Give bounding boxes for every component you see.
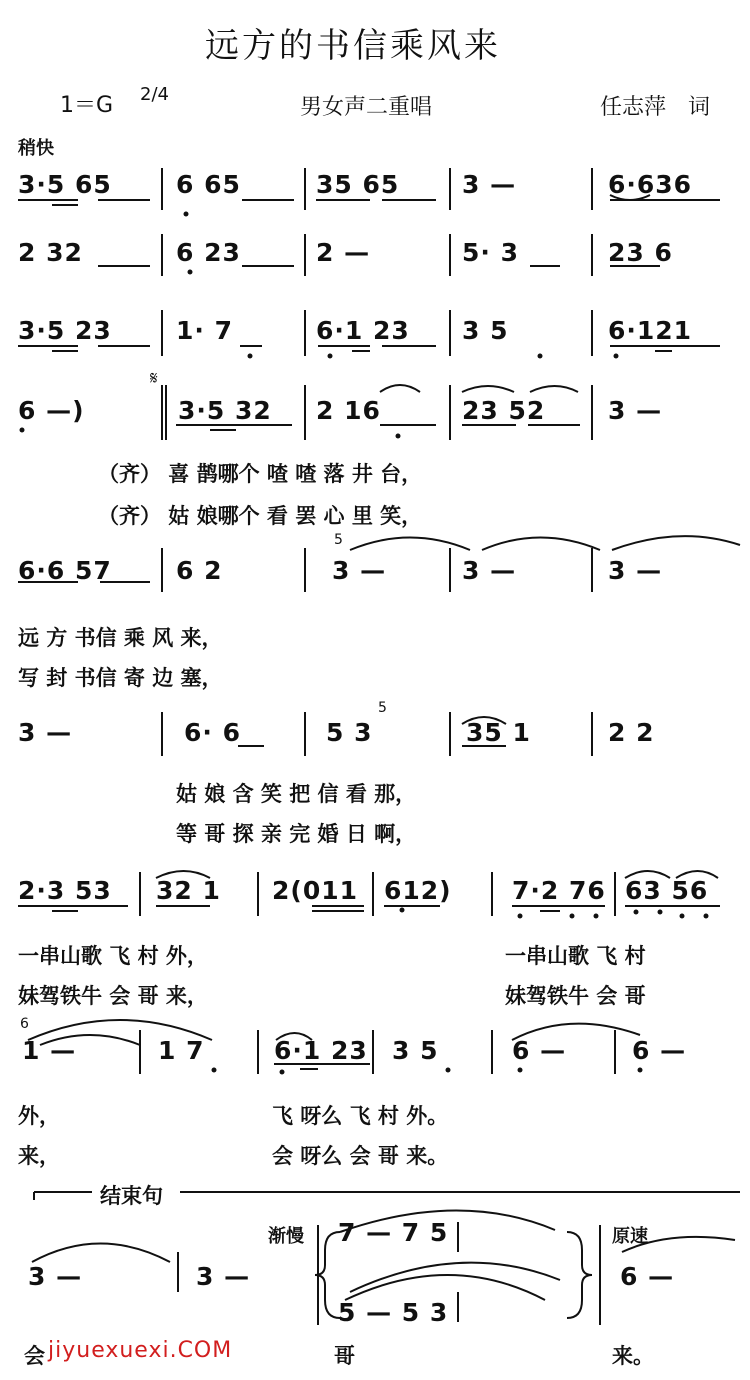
measure: 6·636 xyxy=(608,170,693,199)
measure: 6 2 xyxy=(176,556,223,585)
measure: 2 2 xyxy=(608,718,655,747)
measure: 6·1 23 xyxy=(274,1036,368,1065)
lyric-word: 会 xyxy=(24,1344,45,1368)
measure: 3 — xyxy=(18,718,73,747)
measure: 3 — xyxy=(608,556,663,585)
measure: 6 23 xyxy=(176,238,241,267)
measure: 1 — xyxy=(22,1036,77,1065)
measure: 32 1 xyxy=(156,876,221,905)
measure: 2(011 xyxy=(272,876,359,905)
measure: 6 — xyxy=(512,1036,567,1065)
key-signature: 1＝G xyxy=(60,93,114,118)
measure: 6· 6 xyxy=(184,718,241,747)
measure: 3 — xyxy=(462,170,517,199)
lyric-line: （齐） 姑 娘哪个 看 罢 心 里 笑， xyxy=(98,504,423,528)
ritardando-marking: 渐慢 xyxy=(268,1226,304,1247)
measure: 7 — 7 5 xyxy=(338,1218,449,1247)
lyric-line: 写 封 书信 寄 边 塞， xyxy=(18,666,223,690)
measure: 35 65 xyxy=(316,170,400,199)
lyric-line: 一串山歌 飞 村 外， xyxy=(18,944,208,968)
measure: 2 32 xyxy=(18,238,83,267)
lyric-line: 姑 娘 含 笑 把 信 看 那， xyxy=(176,782,417,806)
measure: 23 6 xyxy=(608,238,673,267)
grace-note: 5 xyxy=(334,532,343,548)
a-tempo-marking: 原速 xyxy=(612,1226,648,1247)
measure: 7·2 76 xyxy=(512,876,606,905)
measure: 3 — xyxy=(462,556,517,585)
lyric-line: 飞 呀么 飞 村 外。 xyxy=(272,1104,449,1128)
measure: 3 — xyxy=(28,1262,83,1291)
lyricist-label: 任志萍 词 xyxy=(600,95,711,120)
measure: 3 — xyxy=(608,396,663,425)
lyric-word: 来。 xyxy=(612,1344,654,1368)
measure: 3·5 23 xyxy=(18,316,112,345)
lyric-line: 远 方 书信 乘 风 来， xyxy=(18,626,223,650)
lyric-word: 哥 xyxy=(334,1344,355,1368)
lyric-line: 妹驾铁牛 会 哥 xyxy=(505,984,646,1008)
measure: 5 — 5 3 xyxy=(338,1298,449,1327)
measure: 63 56 xyxy=(625,876,709,905)
measure: 3·5 32 xyxy=(178,396,272,425)
segno-sign: 𝄋 xyxy=(150,368,158,389)
measure: 6·6 57 xyxy=(18,556,112,585)
measure: 5 3 xyxy=(326,718,373,747)
measure: 6·1 23 xyxy=(316,316,410,345)
measure: 612) xyxy=(384,876,452,905)
measure: 23 52 xyxy=(462,396,546,425)
ending-label: 结束句 xyxy=(100,1184,163,1208)
measure: 1 7 xyxy=(158,1036,205,1065)
lyric-line: 来， xyxy=(18,1144,60,1168)
measure: 3·5 65 xyxy=(18,170,112,199)
measure: 1· 7 xyxy=(176,316,233,345)
lyric-line: 等 哥 探 亲 完 婚 日 啊， xyxy=(176,822,417,846)
lyric-line: 一串山歌 飞 村 xyxy=(505,944,646,968)
page-title: 远方的书信乘风来 xyxy=(205,26,501,66)
time-signature: 2/4 xyxy=(140,84,169,105)
measure: 5· 3 xyxy=(462,238,519,267)
measure: 3 — xyxy=(332,556,387,585)
lyric-line: 外， xyxy=(18,1104,60,1128)
tempo-marking: 稍快 xyxy=(18,138,54,159)
measure: 3 5 xyxy=(462,316,509,345)
grace-note: 6 xyxy=(20,1016,29,1032)
genre-label: 男女声二重唱 xyxy=(300,95,433,120)
measure: 3 5 xyxy=(392,1036,439,1065)
lyric-line: （齐） 喜 鹊哪个 喳 喳 落 井 台， xyxy=(98,462,423,486)
measure: 2 16 xyxy=(316,396,381,425)
measure: 6 — xyxy=(620,1262,675,1291)
lyric-line: 会 呀么 会 哥 来。 xyxy=(272,1144,449,1168)
measure: 6 65 xyxy=(176,170,241,199)
measure: 6·121 xyxy=(608,316,693,345)
measure: 6 —) xyxy=(18,396,85,425)
grace-note: 5 xyxy=(378,700,387,716)
measure: 35 1 xyxy=(466,718,531,747)
watermark: jiyuexuexi.COM xyxy=(48,1338,233,1363)
measure: 2 — xyxy=(316,238,371,267)
measure: 3 — xyxy=(196,1262,251,1291)
measure: 2·3 53 xyxy=(18,876,112,905)
measure: 6 — xyxy=(632,1036,687,1065)
lyric-line: 妹驾铁牛 会 哥 来， xyxy=(18,984,208,1008)
